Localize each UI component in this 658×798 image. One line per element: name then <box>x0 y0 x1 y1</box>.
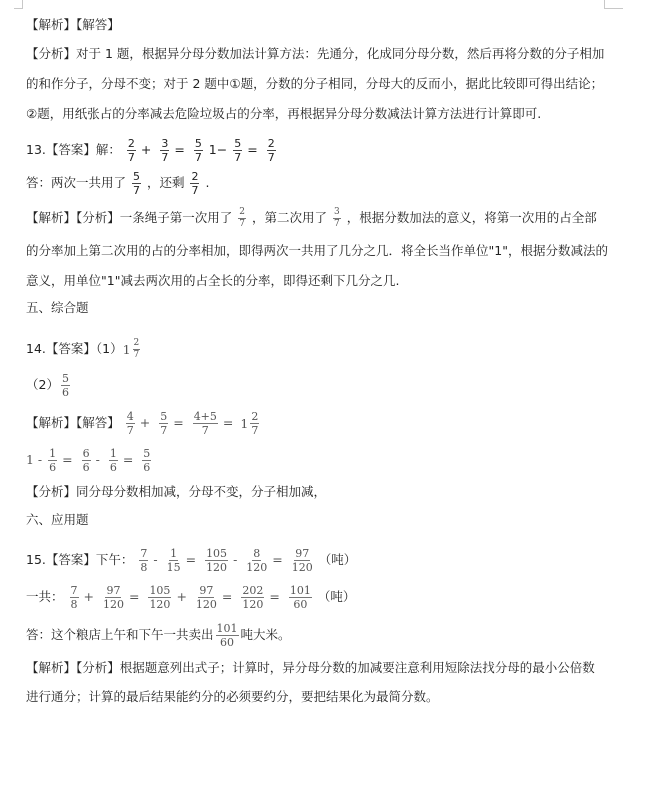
fraction: $\frac{1}{6}$ <box>109 447 117 474</box>
q14-solution-2: 1 - $\frac{1}{6}$ = $\frac{6}{6}$ - $\frac{1}{6}$ = $\frac{5}{6}$ <box>26 447 151 474</box>
q15-analysis-2: 进行通分；计算的最后结果能约分的必须要约分，要把结果化为最简分数。 <box>26 689 439 704</box>
minus-one: 1− <box>208 142 228 157</box>
crop-mark-left <box>14 0 23 9</box>
fraction: $\frac{5}{6}$ <box>61 372 69 399</box>
analysis-line-1: 【分析】对于 1 题，根据异分母分数加法计算方法：先通分，化成同分母分数，然后再将分数的分子相加 <box>26 46 605 61</box>
q15-row-2: 一共： $\frac{7}{8}$ + $\frac{97}{120}$ = $\frac{105}{120}$ + $\frac{97}{120}$ = $\frac{202}{120}$ = $\frac{101}{60}$ （吨） <box>26 584 356 611</box>
fraction: $\frac{7}{8}$ <box>140 547 148 574</box>
fraction: $\frac{1}{6}$ <box>49 447 57 474</box>
q15-conclusion: 答：这个粮店上午和下午一共卖出 $\frac{101}{60}$ 吨大米。 <box>26 622 291 649</box>
analysis-heading: 【解析】【解答】 <box>26 17 120 32</box>
fraction: $\frac{2}{7}$ <box>251 410 259 437</box>
fraction: $\frac{4}{7}$ <box>126 410 134 437</box>
fraction: $\frac{2}{7}$ <box>127 137 135 164</box>
q13-analysis-1: 【解析】【分析】一条绳子第一次用了 $\frac{2}{7}$ ，第二次用了 $\frac{3}{7}$ ，根据分数加法的意义，将第一次用的占全部 <box>26 207 597 229</box>
fraction: $\frac{5}{7}$ <box>160 410 168 437</box>
analysis-line-3: ②题，用纸张占的分率减去危险垃圾占的分率，再根据异分母分数减法计算方法进行计算即可. <box>26 106 542 121</box>
analysis-line-2: 的和作分子，分母不变；对于 2 题中①题，分数的分子相同，分母大的反而小，据此比较即可得出结论； <box>26 76 604 91</box>
q14-answer-1: 14.【答案】（1） 1 $\frac{2}{7}$ <box>26 338 140 360</box>
fraction: $\frac{2}{7}$ <box>239 207 245 229</box>
fraction: $\frac{101}{60}$ <box>289 584 311 611</box>
q13-conclusion: 答：两次一共用了 $\frac{5}{7}$ ，还剩 $\frac{2}{7}$ . <box>26 170 210 197</box>
q13-answer: 13.【答案】解： $\frac{2}{7}$ + $\frac{3}{7}$ = $\frac{5}{7}$ 1− $\frac{5}{7}$ = $\frac{2}{7}$ <box>26 137 275 164</box>
q15-analysis-1: 【解析】【分析】根据题意列出式子；计算时，异分母分数的加减要注意利用短除法找分母的最小公倍数 <box>26 660 595 675</box>
fraction: $\frac{2}{7}$ <box>191 170 199 197</box>
fraction: $\frac{5}{7}$ <box>194 137 202 164</box>
fraction: $\frac{2}{7}$ <box>133 338 140 360</box>
fraction: $\frac{101}{60}$ <box>216 622 238 649</box>
fraction: $\frac{105}{120}$ <box>149 584 171 611</box>
q13-analysis-3: 意义，用单位"1"减去两次用的占全长的分率，即得还剩下几分之几. <box>26 273 400 288</box>
section-5-heading: 五、综合题 <box>26 300 89 315</box>
fraction: $\frac{5}{6}$ <box>143 447 151 474</box>
q14-answer-2: （2） $\frac{5}{6}$ <box>26 372 69 399</box>
section-6-heading: 六、应用题 <box>26 512 89 527</box>
fraction: $\frac{97}{120}$ <box>102 584 124 611</box>
fraction: $\frac{7}{8}$ <box>70 584 78 611</box>
q14-solution-1: 【解析】【解答】 $\frac{4}{7}$ + $\frac{5}{7}$ = $\frac{4+5}{7}$ = 1 $\frac{2}{7}$ <box>26 410 259 437</box>
fraction: $\frac{5}{7}$ <box>133 170 140 197</box>
fraction: $\frac{2}{7}$ <box>267 137 275 164</box>
q15-row-1: 15.【答案】下午： $\frac{7}{8}$ - $\frac{1}{15}$ = $\frac{105}{120}$ - $\frac{8}{120}$ = $\frac{97}{120}$ （吨） <box>26 547 357 574</box>
fraction: $\frac{1}{15}$ <box>166 547 181 574</box>
fraction: $\frac{6}{6}$ <box>82 447 90 474</box>
fraction: $\frac{97}{120}$ <box>291 547 313 574</box>
fraction: $\frac{105}{120}$ <box>206 547 228 574</box>
fraction: $\frac{3}{7}$ <box>161 137 169 164</box>
fraction: $\frac{97}{120}$ <box>195 584 217 611</box>
q14-analysis: 【分析】同分母分数相加减，分母不变，分子相加减， <box>26 484 327 499</box>
crop-mark-right <box>604 0 623 9</box>
q13-prefix: 13.【答案】解： <box>26 142 121 157</box>
fraction: $\frac{5}{7}$ <box>234 137 242 164</box>
fraction: $\frac{4+5}{7}$ <box>193 410 217 437</box>
fraction: $\frac{3}{7}$ <box>333 207 340 229</box>
q13-analysis-2: 的分率加上第二次用的占的分率相加，即得两次一共用了几分之几．将全长当作单位"1"，根据分数减法的 <box>26 243 608 258</box>
fraction: $\frac{8}{120}$ <box>246 547 268 574</box>
fraction: $\frac{202}{120}$ <box>242 584 264 611</box>
